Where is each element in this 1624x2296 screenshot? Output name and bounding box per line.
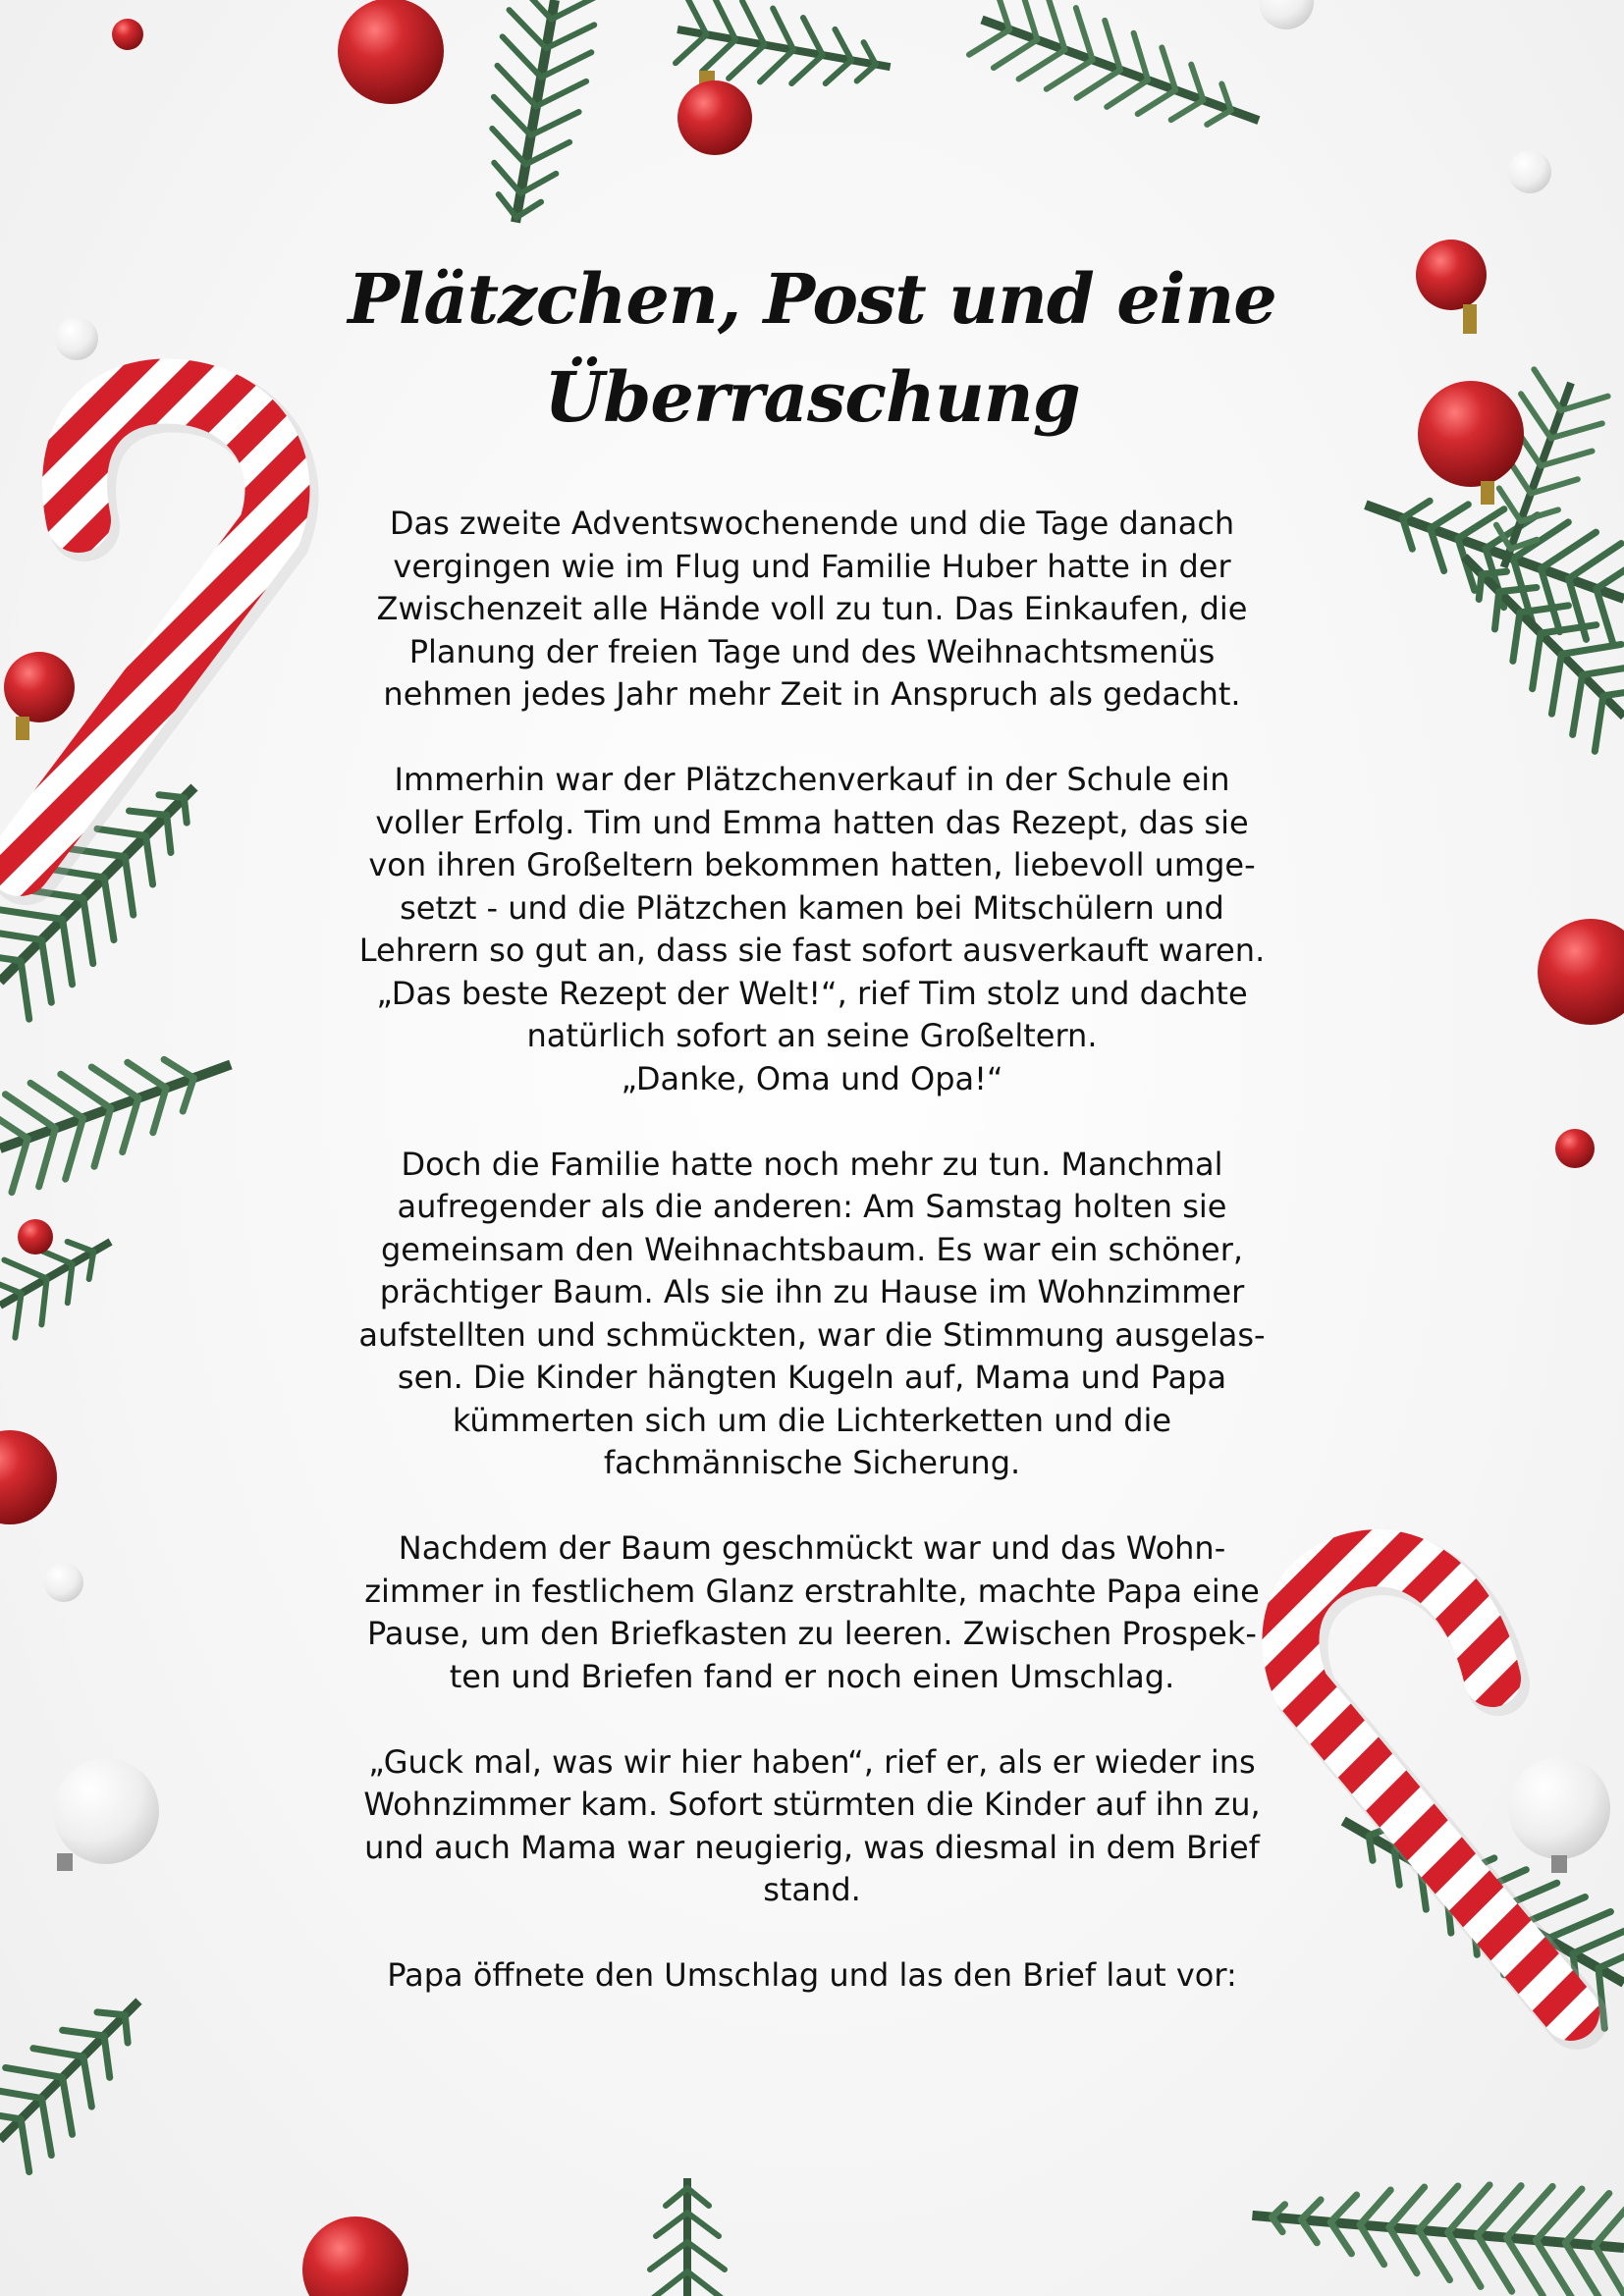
text-line: „Danke, Oma und Opa!“ [621, 1059, 1003, 1097]
story-paragraph [285, 503, 1339, 717]
story-paragraph [285, 1954, 1339, 1998]
text-line: Zwischenzeit alle Hände voll zu tun. Das Einkaufen, die [376, 590, 1248, 627]
text-line: voller Erfolg. Tim und Emma hatten das Rezept, das sie [375, 803, 1249, 841]
story-title [295, 250, 1329, 447]
text-line: Pause, um den Briefkasten zu leeren. Zwischen Prospek- [367, 1615, 1257, 1652]
fir-branch-left-lower [0, 1209, 130, 1339]
text-line: nehmen jedes Jahr mehr Zeit in Anspruch als gedacht. [383, 675, 1241, 713]
candy-cane-left [20, 392, 283, 870]
text-line: „Das beste Rezept der Welt!“, rief Tim stolz und dachte [376, 974, 1248, 1012]
fir-branch-top-center [471, 0, 601, 230]
text-line: Papa öffnete den Umschlag und las den Brief laut vor: [387, 1956, 1237, 1994]
text-line: Wohnzimmer kam. Sofort stürmten die Kinder auf ihn zu, [363, 1786, 1261, 1823]
text-line: Das zweite Adventswochenende und die Tage danach [389, 505, 1235, 542]
text-line: setzt - und die Plätzchen kamen bei Mitschülern und [400, 888, 1224, 927]
text-line: gemeinsam den Weihnachtsbaum. Es war ein schöner, [380, 1230, 1244, 1268]
text-line: stand. [763, 1871, 861, 1908]
fir-branch-bottom-center [650, 2178, 725, 2296]
fir-branch-left-middle [0, 1017, 248, 1199]
story-paragraph [285, 759, 1339, 1100]
fir-branch-bottom-right-2 [1248, 2161, 1624, 2296]
text-line: aufstellten und schmückten, war die Stimmung ausgelas- [358, 1315, 1266, 1354]
text-line: Planung der freien Tage und des Weihnachtsmenüs [408, 632, 1216, 670]
story-paragraph [285, 1527, 1339, 1698]
text-line: sen. Die Kinder hängten Kugeln auf, Mama und Papa [397, 1359, 1227, 1396]
fir-branch-top-right [967, 0, 1273, 161]
text-line: natürlich sofort an seine Großeltern. [526, 1017, 1098, 1054]
text-line: Doch die Familie hatte noch mehr zu tun. Manchmal [401, 1145, 1223, 1183]
text-line: Nachdem der Baum geschmückt war und das Wohn- [398, 1529, 1226, 1567]
text-line: fachmännische Sicherung. [603, 1444, 1021, 1481]
story-paragraph [285, 1144, 1339, 1485]
text-line: ten und Briefen fand er noch einen Umschlag. [449, 1657, 1175, 1695]
text-line: und auch Mama war neugierig, was diesmal in dem Brief [364, 1828, 1260, 1866]
fir-branch-bottom-left [0, 1968, 172, 2175]
text-line: zimmer in festlichem Glanz erstrahlte, machte Papa eine [364, 1572, 1260, 1610]
text-line: „Guck mal, was wir hier haben“, rief er, als er wieder ins [368, 1742, 1256, 1781]
text-line: von ihren Großeltern bekommen hatten, liebevoll umge- [368, 846, 1256, 883]
story-title-line-1: Plätzchen, Post und eine [348, 258, 1276, 340]
story-paragraph [285, 1741, 1339, 1912]
text-line: prächtiger Baum. Als sie ihn zu Hause im Wohnzimmer [379, 1273, 1245, 1310]
story-title-line-2: Überraschung [544, 356, 1080, 438]
story-text [285, 503, 1339, 2040]
text-line: Lehrern so gut an, dass sie fast sofort ausverkauft waren. [358, 932, 1266, 969]
text-line: aufregender als die anderen: Am Samstag holten sie [397, 1188, 1227, 1225]
text-line: kümmerten sich um die Lichterketten und die [452, 1401, 1172, 1439]
text-line: Immerhin war der Plätzchenverkauf in der Schule ein [394, 761, 1230, 798]
text-line: vergingen wie im Flug und Familie Huber hatte in der [393, 547, 1231, 585]
